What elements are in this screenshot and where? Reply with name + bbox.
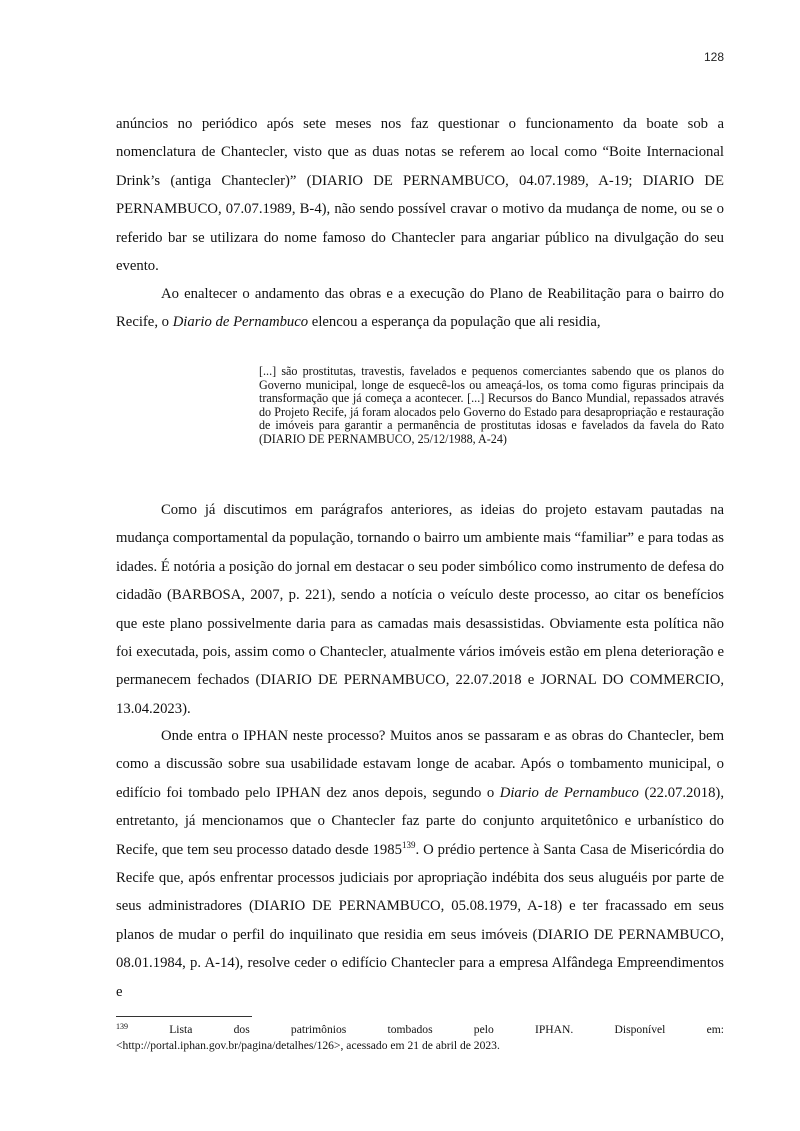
footnote-word: em:	[706, 1023, 724, 1036]
paragraph-2	[116, 280, 724, 337]
paragraph-1: anúncios no periódico após sete meses nos faz questionar o funcionamento da boate sob a nomenclatura de Chantecler, visto que as duas notas se referem ao local como “Boite Internacional Drink’s (antiga Chantecler)” (DIARIO DE PERNAMBUCO, 04.07.1989, A-19; DIARIO DE PERNAMBUCO, 07.07.1989, B-4), não sendo possível cravar o motivo da mudança de nome, ou se o referido bar se utilizara do nome famoso do Chantecler para angariar público na divulgação do seu evento.	[116, 116, 724, 275]
footnote-word: pelo	[473, 1023, 494, 1036]
footnote-link-line[interactable]: <http://portal.iphan.gov.br/pagina/detalhes/126>, acessado em 21 de abril de 2023.	[116, 1039, 500, 1052]
footnote-reference[interactable]: 139	[401, 839, 416, 850]
block-quote: [...] são prostitutas, travestis, favelados e pequenos comerciantes sabendo que os planos do Governo municipal, longe de esquecê-los ou ameaçá-los, os toma como figuras principais da transformação que já começa a acontecer. [...] Recursos do Banco Mundial, repassados através do Projeto Recife, já foram alocados pelo Governo do Estado para desapropriação e restauração de imóveis para garantir a permanência de prostitutas idosas e favelados da favela do Rato (DIARIO DE PERNAMBUCO, 25/12/1988, A-24)	[259, 364, 724, 446]
paragraph-4-text-a: Onde entra o IPHAN neste processo? Muitos anos se passaram e as obras do Chantecler, bem como a discussão sobre sua usabilidade estavam longe de acabar. Após o tombamento municipal, o edifício foi tombado pelo IPHAN dez anos depois, segundo o	[116, 728, 724, 801]
footnote-word: IPHAN.	[534, 1023, 574, 1036]
footnote-word: tombados	[387, 1023, 433, 1036]
footnote-divider	[116, 1016, 252, 1017]
footnote-word: dos	[233, 1023, 250, 1036]
page-number: 128	[703, 50, 724, 64]
footnote-number: 139	[116, 1022, 128, 1031]
paragraph-2-text-a: Ao enaltecer o andamento das obras e a execução do Plano de Reabilitação para o bairro do Recife, o	[116, 286, 724, 331]
newspaper-title: Diario de Pernambuco	[172, 314, 309, 331]
footnote-word: patrimônios	[290, 1023, 347, 1036]
footnote	[116, 1022, 724, 1053]
paragraph-2-text-b: elencou a esperança da população que ali residia,	[308, 314, 601, 331]
paragraph-3: Como já discutimos em parágrafos anteriores, as ideias do projeto estavam pautadas na mudança comportamental da população, tornando o bairro um ambiente mais “familiar” e para todas as idades. É notória a posição do jornal em destacar o seu poder simbólico como instrumento de defesa do cidadão (BARBOSA, 2007, p. 221), sendo a notícia o veículo deste processo, ao citar os benefícios que este plano possivelmente daria para as camadas mais desassistidas. Obviamente esta política não foi executada, pois, assim como o Chantecler, atualmente vários imóveis estão em plena deterioração e permanecem fechados (DIARIO DE PERNAMBUCO, 22.07.2018 e JORNAL DO COMMERCIO, 13.04.2023).	[116, 502, 724, 717]
newspaper-title: Diario de Pernambuco	[499, 784, 639, 801]
footnote-word: Disponível	[614, 1023, 666, 1036]
footnote-word: Lista	[169, 1023, 193, 1036]
paragraph-4-text-c: . O prédio pertence à Santa Casa de Misericórdia do Recife que, após enfrentar processos judiciais por apropriação indébita dos seus aluguéis por parte de seus administradores (DIARIO DE PERNAMBUCO, 05.08.1979, A-18) e ter fracassado em seus planos de mudar o perfil do inquilinato que residia em seus imóveis (DIARIO DE PERNAMBUCO, 08.01.1984, p. A-14), resolve ceder o edifício Chantecler para a empresa Alfândega Empreendimentos e	[116, 841, 724, 1000]
paragraph-4	[116, 722, 724, 1006]
footnote-line-1	[116, 1022, 724, 1038]
paragraph-4-text-b: (22.07.2018), entretanto, já mencionamos que o Chantecler faz parte do conjunto arquitetônico e urbanístico do Recife, que tem seu processo datado desde 1985	[116, 784, 724, 858]
